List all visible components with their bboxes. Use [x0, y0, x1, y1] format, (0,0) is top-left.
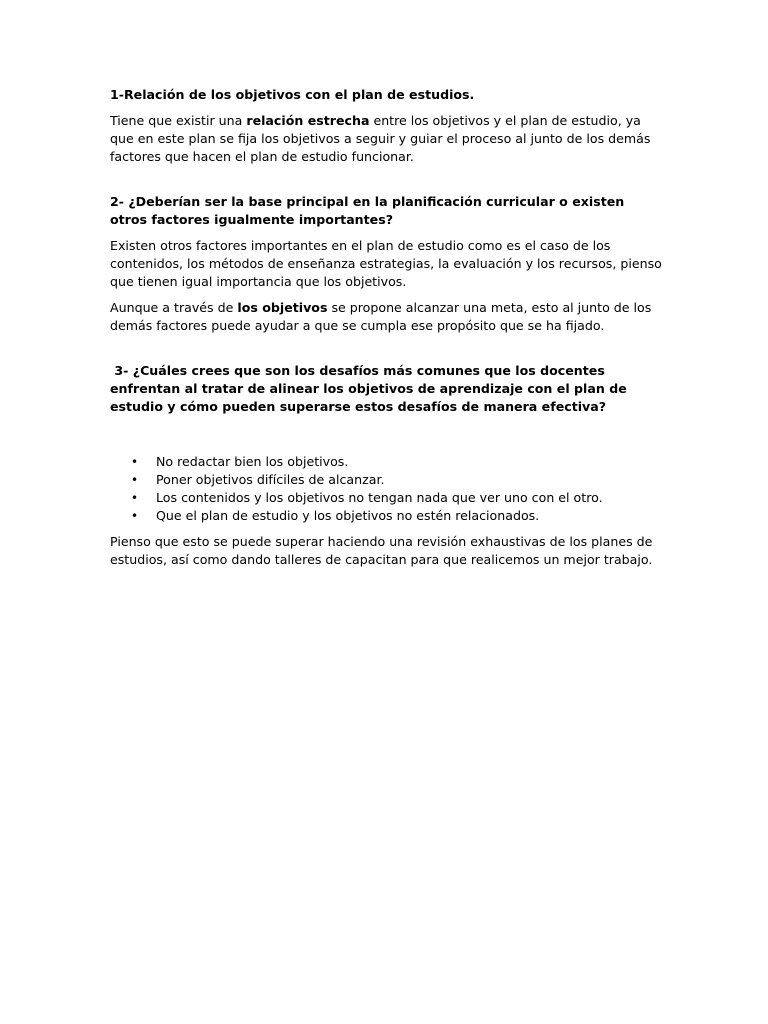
list-item-text: Poner objetivos difíciles de alcanzar.	[156, 472, 385, 487]
section-1-text-start: Tiene que existir una	[110, 113, 247, 128]
list-item	[110, 471, 662, 489]
section-1-paragraph	[110, 112, 662, 166]
list-item	[110, 489, 662, 507]
section-spacer	[110, 343, 662, 362]
bullet-icon: •	[131, 473, 139, 487]
section-2-heading: 2- ¿Deberían ser la base principal en la planificación curricular o existen otros factores igualmente importantes?	[110, 194, 625, 227]
bullet-icon: •	[131, 455, 139, 469]
conclusion-paragraph: Pienso que esto se puede superar haciendo una revisión exhaustivas de los planes de estudios, así como dando talleres de capacitan para que realicemos un mejor trabajo.	[110, 534, 653, 567]
bullet-icon: •	[131, 509, 139, 523]
section-1-heading: 1-Relación de los objetivos con el plan de estudios.	[110, 87, 475, 102]
section-2-paragraph-2	[110, 299, 662, 335]
section-spacer	[110, 174, 662, 193]
document-page	[110, 86, 662, 577]
section-3-heading: 3- ¿Cuáles crees que son los desafíos más comunes que los docentes enfrentan al tratar de alinear los objetivos de aprendizaje con el plan de estudio y cómo pueden superarse estos desafíos de manera efectiva?	[110, 363, 632, 414]
section-2-text-end: se propone alcanzar una meta, esto al junto de los demás factores puede ayudar a que se cumpla ese propósito que se ha fijado.	[110, 300, 652, 333]
bullet-icon: •	[131, 491, 139, 505]
list-item-text: Los contenidos y los objetivos no tengan nada que ver uno con el otro.	[156, 490, 603, 505]
list-item-text: Que el plan de estudio y los objetivos no estén relacionados.	[156, 508, 540, 523]
section-2-paragraph-1: Existen otros factores importantes en el plan de estudio como es el caso de los contenidos, los métodos de enseñanza estrategias, la evaluación y los recursos, pienso que tienen igual importancia que los objetivos.	[110, 238, 662, 289]
section-1-bold-phrase: relación estrecha	[246, 113, 370, 128]
list-item-text: No redactar bien los objetivos.	[156, 454, 349, 469]
challenges-list	[110, 453, 662, 525]
section-2-text-start: Aunque a través de	[110, 300, 238, 315]
list-item	[110, 453, 662, 471]
list-item	[110, 507, 662, 525]
section-2-bold-phrase: los objetivos	[237, 300, 328, 315]
section-spacer	[110, 424, 662, 453]
section-1-text-end: entre los objetivos y el plan de estudio, ya que en este plan se fija los objetivos a seguir y guiar el proceso al junto de los demás factores que hacen el plan de estudio funcionar.	[110, 113, 651, 164]
